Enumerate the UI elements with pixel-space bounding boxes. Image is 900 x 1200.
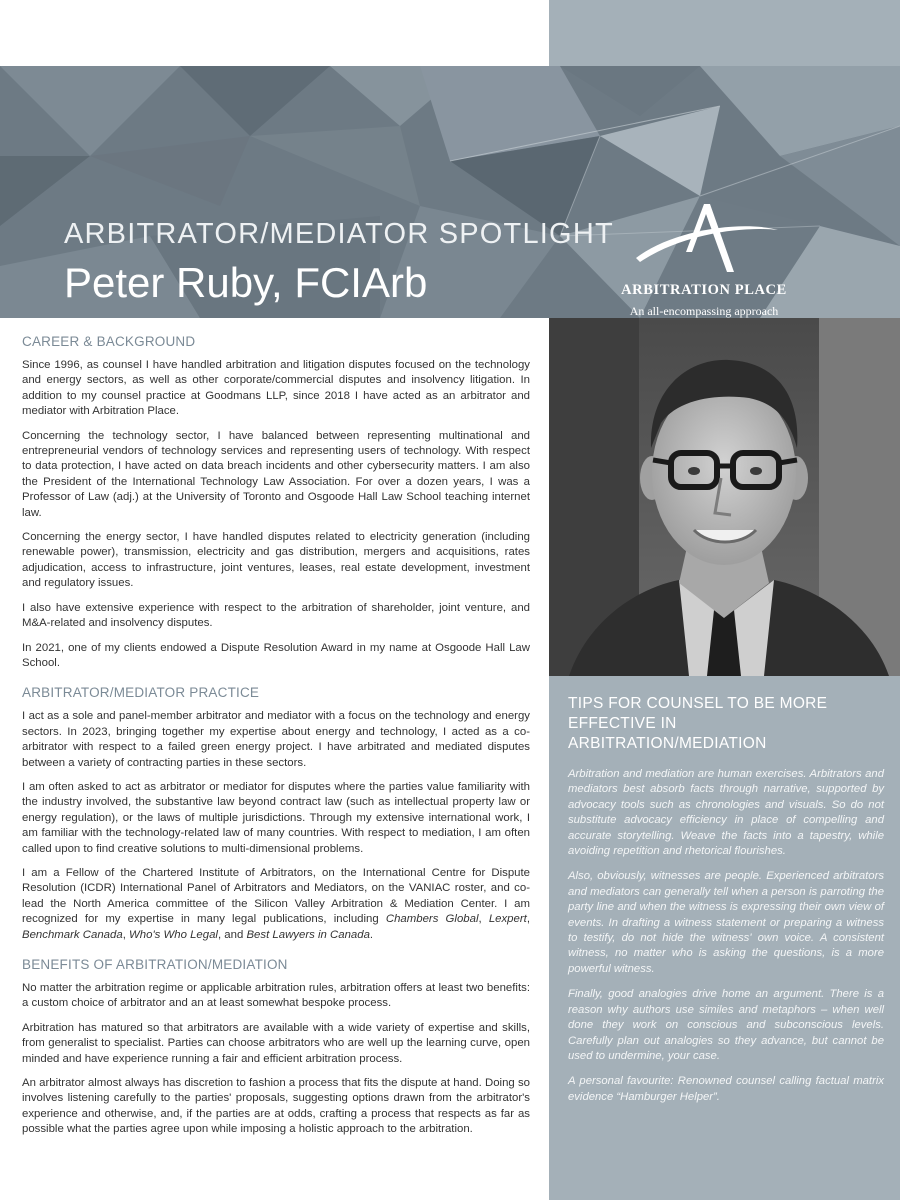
section-heading-practice: ARBITRATOR/MEDIATOR PRACTICE (22, 685, 260, 701)
tips-heading-line: TIPS FOR COUNSEL TO BE MORE (568, 695, 828, 712)
career-paragraph: In 2021, one of my clients endowed a Dispute Resolution Award in my name at Osgoode Hall Law School. (22, 641, 530, 669)
letter-a-swoosh-icon (632, 200, 782, 280)
benefits-paragraph: No matter the arbitration regime or applicable arbitration rules, arbitration offers at least two benefits: a custom choice of arbitrator and an at least somewhat bespoke process. (22, 982, 530, 1010)
main-text-column (22, 334, 530, 1147)
logo-name: ARBITRATION PLACE (621, 282, 787, 298)
practice-paragraph: I act as a sole and panel-member arbitrator and mediator with a focus on the technology and energy sectors. In 2023, bringing together my expertise about energy and technology, I acted as a co-arbitrator with respect to a failed green energy project. I have arbitrated and mediated disputes between a variety of contracting parties in these sectors. (22, 710, 530, 769)
publication-name: Lexpert (488, 913, 527, 926)
benefits-paragraph: An arbitrator almost always has discretion to fashion a process that fits the dispute at hand. Doing so involves listening carefully to the parties' proposals, suggesting options drawn from the arbitrator's experience and otherwise, and, if the parties are at odds, crafting a process that respects as far as possible what the parties agree upon while imposing a holistic approach to the arbitration. (22, 1077, 530, 1136)
separator: , and (217, 928, 247, 941)
logo-tagline: An all-encompassing approach (629, 304, 779, 318)
career-paragraph: Concerning the technology sector, I have balanced between representing multinational and entrepreneurial vendors of technology services and representing users of technology. With respect to data protection, I have acted on data breach incidents and other cybersecurity matters. I am also the President of the International Technology Law Association. For over a dozen years, I was a Professor of Law (adj.) at the University of Toronto and Osgoode Hall Law School teaching internet law. (22, 429, 530, 519)
person-name: Peter Ruby, FCIArb (64, 259, 428, 306)
career-paragraph: Concerning the energy sector, I have handled disputes related to electricity generation (including renewable power), transmission, electricity and gas distribution, mergers and acquisitions, rates adjudication, access to infrastructure, joint ventures, leases, real estate development, investment and regulatory issues. (22, 531, 530, 590)
tip-paragraph: A personal favourite: Renowned counsel calling factual matrix evidence “Hamburger Helper”. (568, 1075, 884, 1103)
separator: , (478, 913, 489, 926)
publication-name: Best Lawyers in Canada (246, 928, 370, 941)
recognition-text: I am a Fellow of the Chartered Institute of Arbitrators, on the International Centre for Dispute Resolution (ICDR) International Panel of Arbitrators and Mediators, on the VANIAC roster, and co-lead the North America committee of the Silicon Valley Arbitration & Mediation Center. I am recognized for my expertise in many legal publications, including (22, 866, 530, 926)
practice-paragraph: I am often asked to act as arbitrator or mediator for disputes where the parties value familiarity with the industry involved, the substantive law beyond contract law (such as intellectual property law or energy regulation), or the laws of multiple jurisdictions. Through my extensive international work, I am familiar with the technology-related law of many countries. With respect to mediation, I am often called upon to find creative solutions to multi-dimensional problems. (22, 780, 530, 855)
tips-heading-line: EFFECTIVE IN (568, 715, 677, 732)
section-heading-benefits: BENEFITS OF ARBITRATION/MEDIATION (22, 957, 288, 972)
separator: , (122, 928, 130, 941)
tip-paragraph: Finally, good analogies drive home an argument. There is a reason why authors use similes and metaphors – when well done they work on conscious and subconscious levels. Carefully plan out analogies so they advance, but cannot be used to undermine, your case. (568, 988, 884, 1062)
career-paragraph: Since 1996, as counsel I have handled arbitration and litigation disputes focused on the technology and energy sectors, as well as other corporate/commercial disputes and insolvency litigation. In addition to my counsel practice at Goodmans LLP, since 2018 I have acted as an arbitrator and mediator with Arbitration Place. (22, 359, 530, 418)
publication-name: Chambers Global (385, 913, 479, 926)
practice-paragraph-recognition (22, 866, 530, 943)
tips-sidebar (568, 694, 884, 1115)
section-heading-career: CAREER & BACKGROUND (22, 334, 196, 349)
tips-heading (568, 694, 884, 754)
tip-paragraph: Arbitration and mediation are human exercises. Arbitrators and mediators best absorb facts through narrative, supported by advocacy tools such as chronologies and visuals. So do not substitute advocacy efficiency in place of compelling and accurate storytelling. Weave the facts into a tapestry, while avoiding repetition and rhetorical flourishes. (568, 768, 884, 858)
tip-paragraph: Also, obviously, witnesses are people. Experienced arbitrators and mediators can generally tell when a person is parroting the party line and when the witness is expressing their own view of events. In drafting a witness statement or preparing a witness to testify, do not hide the witness' own voice. A consistent witness, no matter who is asking the questions, is a more powerful witness. (568, 870, 884, 975)
publication-name: Benchmark Canada (22, 928, 123, 941)
portrait-illustration (549, 318, 900, 676)
benefits-paragraph: Arbitration has matured so that arbitrators are available with a wide variety of expertise and skills, from generalist to specialist. Parties can choose arbitrators who are well up the learning curve, open minded and have experience running a fair and efficient arbitration process. (22, 1021, 530, 1065)
header-banner (0, 66, 900, 318)
separator: . (369, 928, 374, 941)
portrait-photo (549, 318, 900, 676)
arbitration-place-logo (604, 200, 804, 318)
tips-heading-line: ARBITRATION/MEDIATION (568, 735, 767, 752)
career-paragraph: I also have extensive experience with respect to the arbitration of shareholder, joint venture, and M&A-related and insolvency disputes. (22, 601, 530, 630)
spotlight-title: ARBITRATOR/MEDIATOR SPOTLIGHT (64, 218, 614, 250)
publication-name: Who's Who Legal (129, 928, 218, 941)
separator: , (526, 913, 530, 926)
